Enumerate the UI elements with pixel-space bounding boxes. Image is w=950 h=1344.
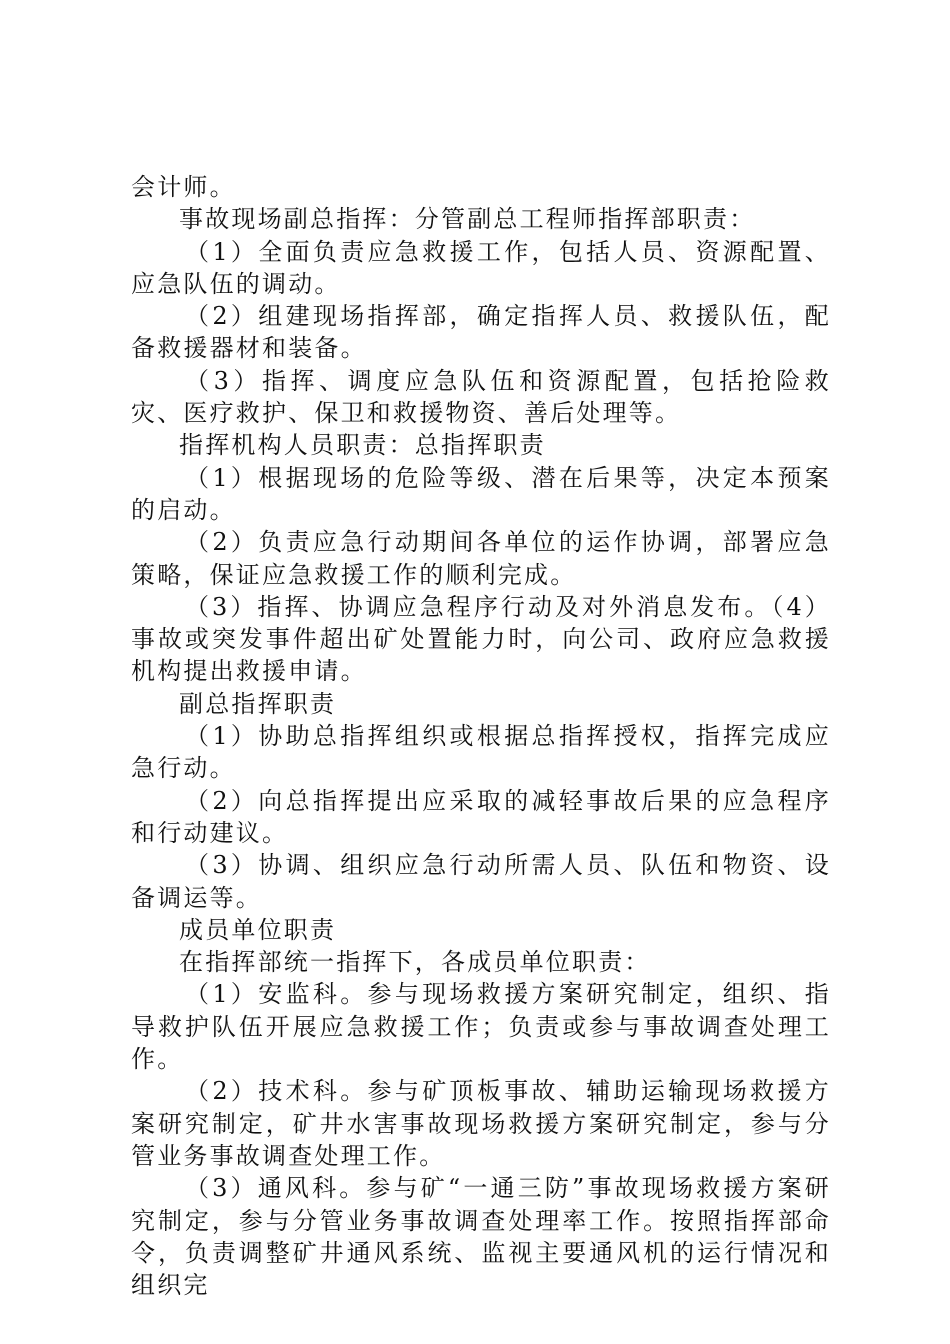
paragraph-member-units-heading: 成员单位职责 — [179, 915, 337, 944]
paragraph-commander-duty-1: （1）根据现场的危险等级、潜在后果等，决定本预案的启动。 — [131, 463, 831, 524]
paragraph-commander-heading: 指挥机构人员职责：总指挥职责 — [179, 431, 546, 460]
paragraph-vice-duty-2: （2）向总指挥提出应采取的减轻事故后果的应急程序和行动建议。 — [131, 786, 831, 847]
paragraph-commander-duty-3-4: （3）指挥、协调应急程序行动及对外消息发布。（4）事故或突发事件超出矿处置能力时，向公司、政府应急救援机构提出救援申请。 — [131, 592, 831, 686]
paragraph-commander-duty-2: （2）负责应急行动期间各单位的运作协调，部署应急策略，保证应急救援工作的顺利完成。 — [131, 528, 831, 589]
paragraph-unit-safety: （1）安监科。参与现场救援方案研究制定，组织、指导救护队伍开展应急救援工作；负责或参与事故调查处理工作。 — [131, 980, 831, 1074]
paragraph-vice-commander-heading: 副总指挥职责 — [179, 689, 337, 718]
paragraph-vice-duty-1: （1）协助总指挥组织或根据总指挥授权，指挥完成应急行动。 — [131, 722, 831, 783]
paragraph-hq-duty-2: （2）组建现场指挥部，确定指挥人员、救援队伍，配备救援器材和装备。 — [131, 302, 831, 363]
paragraph-hq-duty-3: （3）指挥、调度应急队伍和资源配置，包括抢险救灾、医疗救护、保卫和救援物资、善后处理等。 — [131, 366, 831, 428]
paragraph-hq-duty-1: （1）全面负责应急救援工作，包括人员、资源配置、应急队伍的调动。 — [131, 237, 831, 298]
document-body — [131, 171, 831, 1301]
paragraph-deputy-commander-heading: 事故现场副总指挥：分管副总工程师指挥部职责： — [179, 205, 756, 234]
paragraph-vice-duty-3: （3）协调、组织应急行动所需人员、队伍和物资、设备调运等。 — [131, 851, 831, 912]
paragraph-member-units-intro: 在指挥部统一指挥下，各成员单位职责： — [179, 948, 651, 977]
paragraph-unit-technical: （2）技术科。参与矿顶板事故、辅助运输现场救援方案研究制定，矿井水害事故现场救援方案研究制定，参与分管业务事故调查处理工作。 — [131, 1077, 831, 1170]
paragraph-unit-ventilation: （3）通风科。参与矿“一通三防”事故现场救援方案研究制定，参与分管业务事故调查处理率工作。按照指挥部命令，负责调整矿井通风系统、监视主要通风机的运行情况和组织完 — [131, 1174, 831, 1300]
paragraph-continuation: 会计师。 — [131, 173, 236, 201]
